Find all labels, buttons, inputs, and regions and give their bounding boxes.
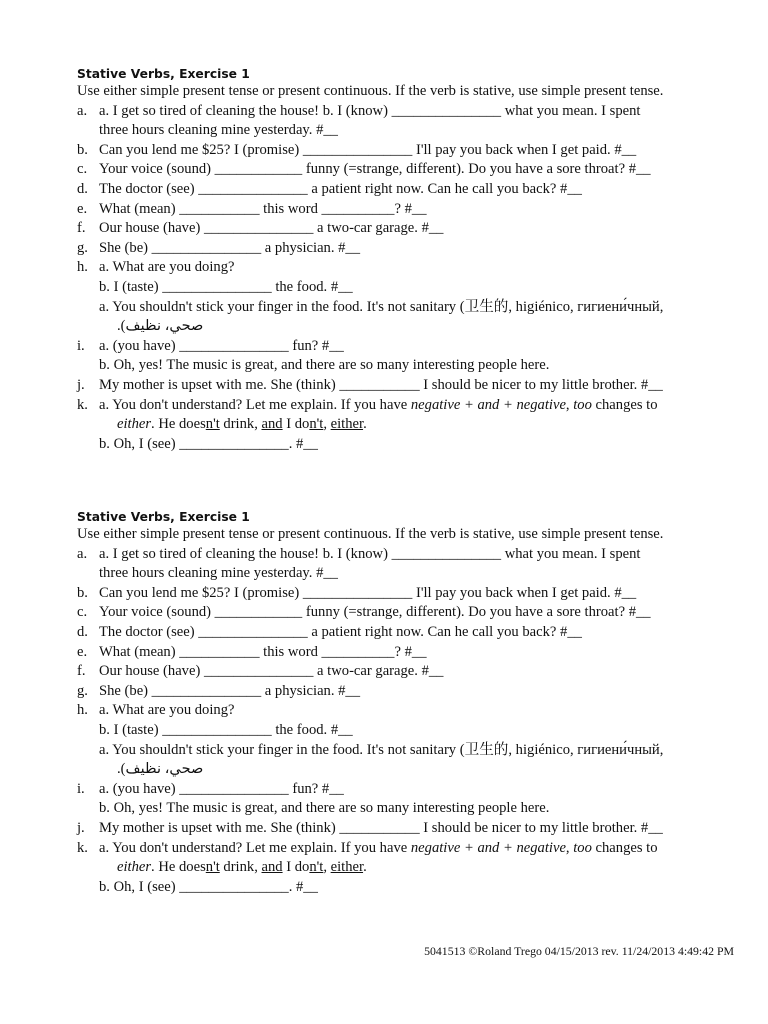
item-h-line4 xyxy=(77,317,742,337)
item-text: a. I get so tired of cleaning the house! b. I (know) _______________ what you mean. I spent xyxy=(99,545,641,562)
item-text: b. Oh, yes! The music is great, and there are so many interesting people here. xyxy=(99,800,550,817)
exercise-title: Stative Verbs, Exercise 1 xyxy=(77,510,250,524)
item-letter: k. xyxy=(77,396,88,413)
item-text: b. I (taste) _______________ the food. #__ xyxy=(99,278,353,295)
text-run: changes to xyxy=(591,839,658,856)
text-run: a. You don't understand? Let me explain. If you have xyxy=(99,396,411,413)
item-e xyxy=(77,643,742,663)
text-run: , xyxy=(323,416,331,433)
underlined-run: n't xyxy=(309,859,324,876)
item-i-line2 xyxy=(77,799,742,819)
item-text: Can you lend me $25? I (promise) _______________ I'll pay you back when I get paid. #__ xyxy=(99,141,637,158)
item-text: What (mean) ___________ this word __________? #__ xyxy=(99,200,427,217)
italic-run: too xyxy=(573,839,592,856)
text-run: . He does xyxy=(151,416,206,433)
item-text xyxy=(99,839,658,859)
text-run: , xyxy=(565,396,574,413)
item-j xyxy=(77,376,742,396)
exercise-block-1 xyxy=(77,66,742,454)
item-text xyxy=(99,396,658,416)
item-i xyxy=(77,337,742,357)
item-letter: g. xyxy=(77,239,88,256)
item-j xyxy=(77,819,742,839)
underlined-run: n't xyxy=(205,859,220,876)
item-h xyxy=(77,701,742,721)
underlined-run: either xyxy=(330,859,364,876)
item-letter: f. xyxy=(77,663,86,680)
item-i-line2 xyxy=(77,356,742,376)
item-text: three hours cleaning mine yesterday. #__ xyxy=(99,122,338,139)
item-letter: b. xyxy=(77,141,88,158)
item-letter: h. xyxy=(77,702,88,719)
item-h-line3 xyxy=(77,741,742,761)
item-text: a. I get so tired of cleaning the house! b. I (know) _______________ what you mean. I spent xyxy=(99,102,641,119)
item-text: Your voice (sound) ____________ funny (=strange, different). Do you have a sore throat? #__ xyxy=(99,161,651,178)
instructions: Use either simple present tense or present continuous. If the verb is stative, use simple present tense. xyxy=(77,83,664,99)
item-text: b. I (taste) _______________ the food. #__ xyxy=(99,721,353,738)
item-text: a. What are you doing? xyxy=(99,259,235,276)
text-run: , xyxy=(565,839,574,856)
text-run: a. You don't understand? Let me explain. If you have xyxy=(99,839,411,856)
item-letter: f. xyxy=(77,220,86,237)
item-text: Our house (have) _______________ a two-car garage. #__ xyxy=(99,663,444,680)
item-c xyxy=(77,160,742,180)
item-letter: b. xyxy=(77,584,88,601)
instructions: Use either simple present tense or present continuous. If the verb is stative, use simple present tense. xyxy=(77,526,664,542)
italic-run: negative + and + negative xyxy=(410,396,566,413)
item-h-line2 xyxy=(77,721,742,741)
item-h-line4 xyxy=(77,760,742,780)
item-letter: a. xyxy=(77,102,88,119)
item-letter: h. xyxy=(77,259,88,276)
item-a-continued xyxy=(77,121,742,141)
text-run: . xyxy=(363,859,367,876)
item-letter: j. xyxy=(77,819,85,836)
item-text: a. What are you doing? xyxy=(99,702,235,719)
item-text: صحي، نظيف). xyxy=(117,318,204,335)
item-d xyxy=(77,180,742,200)
item-text: The doctor (see) _______________ a patient right now. Can he call you back? #__ xyxy=(99,180,582,197)
text-run: drink, xyxy=(219,859,262,876)
item-d xyxy=(77,623,742,643)
item-b xyxy=(77,584,742,604)
item-f xyxy=(77,662,742,682)
item-b xyxy=(77,141,742,161)
item-text xyxy=(117,858,367,878)
item-g xyxy=(77,239,742,259)
item-h-line2 xyxy=(77,278,742,298)
underlined-run: either xyxy=(330,416,364,433)
item-text: b. Oh, I (see) _______________. #__ xyxy=(99,435,318,452)
item-text: She (be) _______________ a physician. #__ xyxy=(99,239,361,256)
item-text: a. You shouldn't stick your finger in the food. It's not sanitary (卫生的, higiénico, гигиени́чный, xyxy=(99,741,664,758)
item-k-line3 xyxy=(77,435,742,455)
underlined-run: n't xyxy=(309,416,324,433)
item-text: a. You shouldn't stick your finger in the food. It's not sanitary (卫生的, higiénico, гигиени́чный, xyxy=(99,298,664,315)
item-letter: k. xyxy=(77,839,88,856)
item-text: three hours cleaning mine yesterday. #__ xyxy=(99,565,338,582)
item-letter: d. xyxy=(77,180,88,197)
item-text: Your voice (sound) ____________ funny (=strange, different). Do you have a sore throat? #__ xyxy=(99,604,651,621)
item-text: صحي، نظيف). xyxy=(117,761,204,778)
item-text: a. (you have) _______________ fun? #__ xyxy=(99,780,344,797)
text-run: drink, xyxy=(219,416,262,433)
item-text: a. (you have) _______________ fun? #__ xyxy=(99,337,344,354)
item-g xyxy=(77,682,742,702)
item-k-line3 xyxy=(77,878,742,898)
item-letter: e. xyxy=(77,200,88,217)
item-text: The doctor (see) _______________ a patient right now. Can he call you back? #__ xyxy=(99,623,582,640)
exercise-title: Stative Verbs, Exercise 1 xyxy=(77,67,250,81)
italic-run: either xyxy=(117,859,152,876)
item-a xyxy=(77,102,742,122)
italic-run: too xyxy=(573,396,592,413)
item-f xyxy=(77,219,742,239)
underlined-run: and xyxy=(261,859,283,876)
item-i xyxy=(77,780,742,800)
underlined-run: n't xyxy=(205,416,220,433)
item-text: My mother is upset with me. She (think) ___________ I should be nicer to my little brother. #__ xyxy=(99,819,663,836)
item-k xyxy=(77,839,742,859)
item-k-line2 xyxy=(77,858,742,878)
italic-run: either xyxy=(117,416,152,433)
item-text xyxy=(117,415,367,435)
item-letter: g. xyxy=(77,682,88,699)
text-run: . He does xyxy=(151,859,206,876)
item-text: She (be) _______________ a physician. #__ xyxy=(99,682,361,699)
item-text: b. Oh, yes! The music is great, and there are so many interesting people here. xyxy=(99,357,550,374)
item-letter: i. xyxy=(77,337,85,354)
text-run: , xyxy=(323,859,331,876)
text-run: I do xyxy=(282,416,310,433)
text-run: changes to xyxy=(591,396,658,413)
item-letter: c. xyxy=(77,161,88,178)
item-text: Can you lend me $25? I (promise) _______________ I'll pay you back when I get paid. #__ xyxy=(99,584,637,601)
item-letter: j. xyxy=(77,376,85,393)
page-footer: 5041513 ©Roland Trego 04/15/2013 rev. 11/24/2013 4:49:42 PM xyxy=(424,944,734,958)
exercise-block-2 xyxy=(77,509,742,897)
item-letter: i. xyxy=(77,780,85,797)
item-letter: e. xyxy=(77,643,88,660)
item-text: My mother is upset with me. She (think) ___________ I should be nicer to my little brother. #__ xyxy=(99,376,663,393)
item-a xyxy=(77,545,742,565)
item-c xyxy=(77,603,742,623)
item-e xyxy=(77,200,742,220)
italic-run: negative + and + negative xyxy=(410,839,566,856)
text-run: I do xyxy=(282,859,310,876)
item-h xyxy=(77,258,742,278)
item-h-line3 xyxy=(77,298,742,318)
text-run: . xyxy=(363,416,367,433)
item-letter: a. xyxy=(77,545,88,562)
item-k xyxy=(77,396,742,416)
item-letter: d. xyxy=(77,623,88,640)
underlined-run: and xyxy=(261,416,283,433)
item-a-continued xyxy=(77,564,742,584)
item-text: Our house (have) _______________ a two-car garage. #__ xyxy=(99,220,444,237)
item-text: b. Oh, I (see) _______________. #__ xyxy=(99,878,318,895)
item-letter: c. xyxy=(77,604,88,621)
item-text: What (mean) ___________ this word __________? #__ xyxy=(99,643,427,660)
item-k-line2 xyxy=(77,415,742,435)
